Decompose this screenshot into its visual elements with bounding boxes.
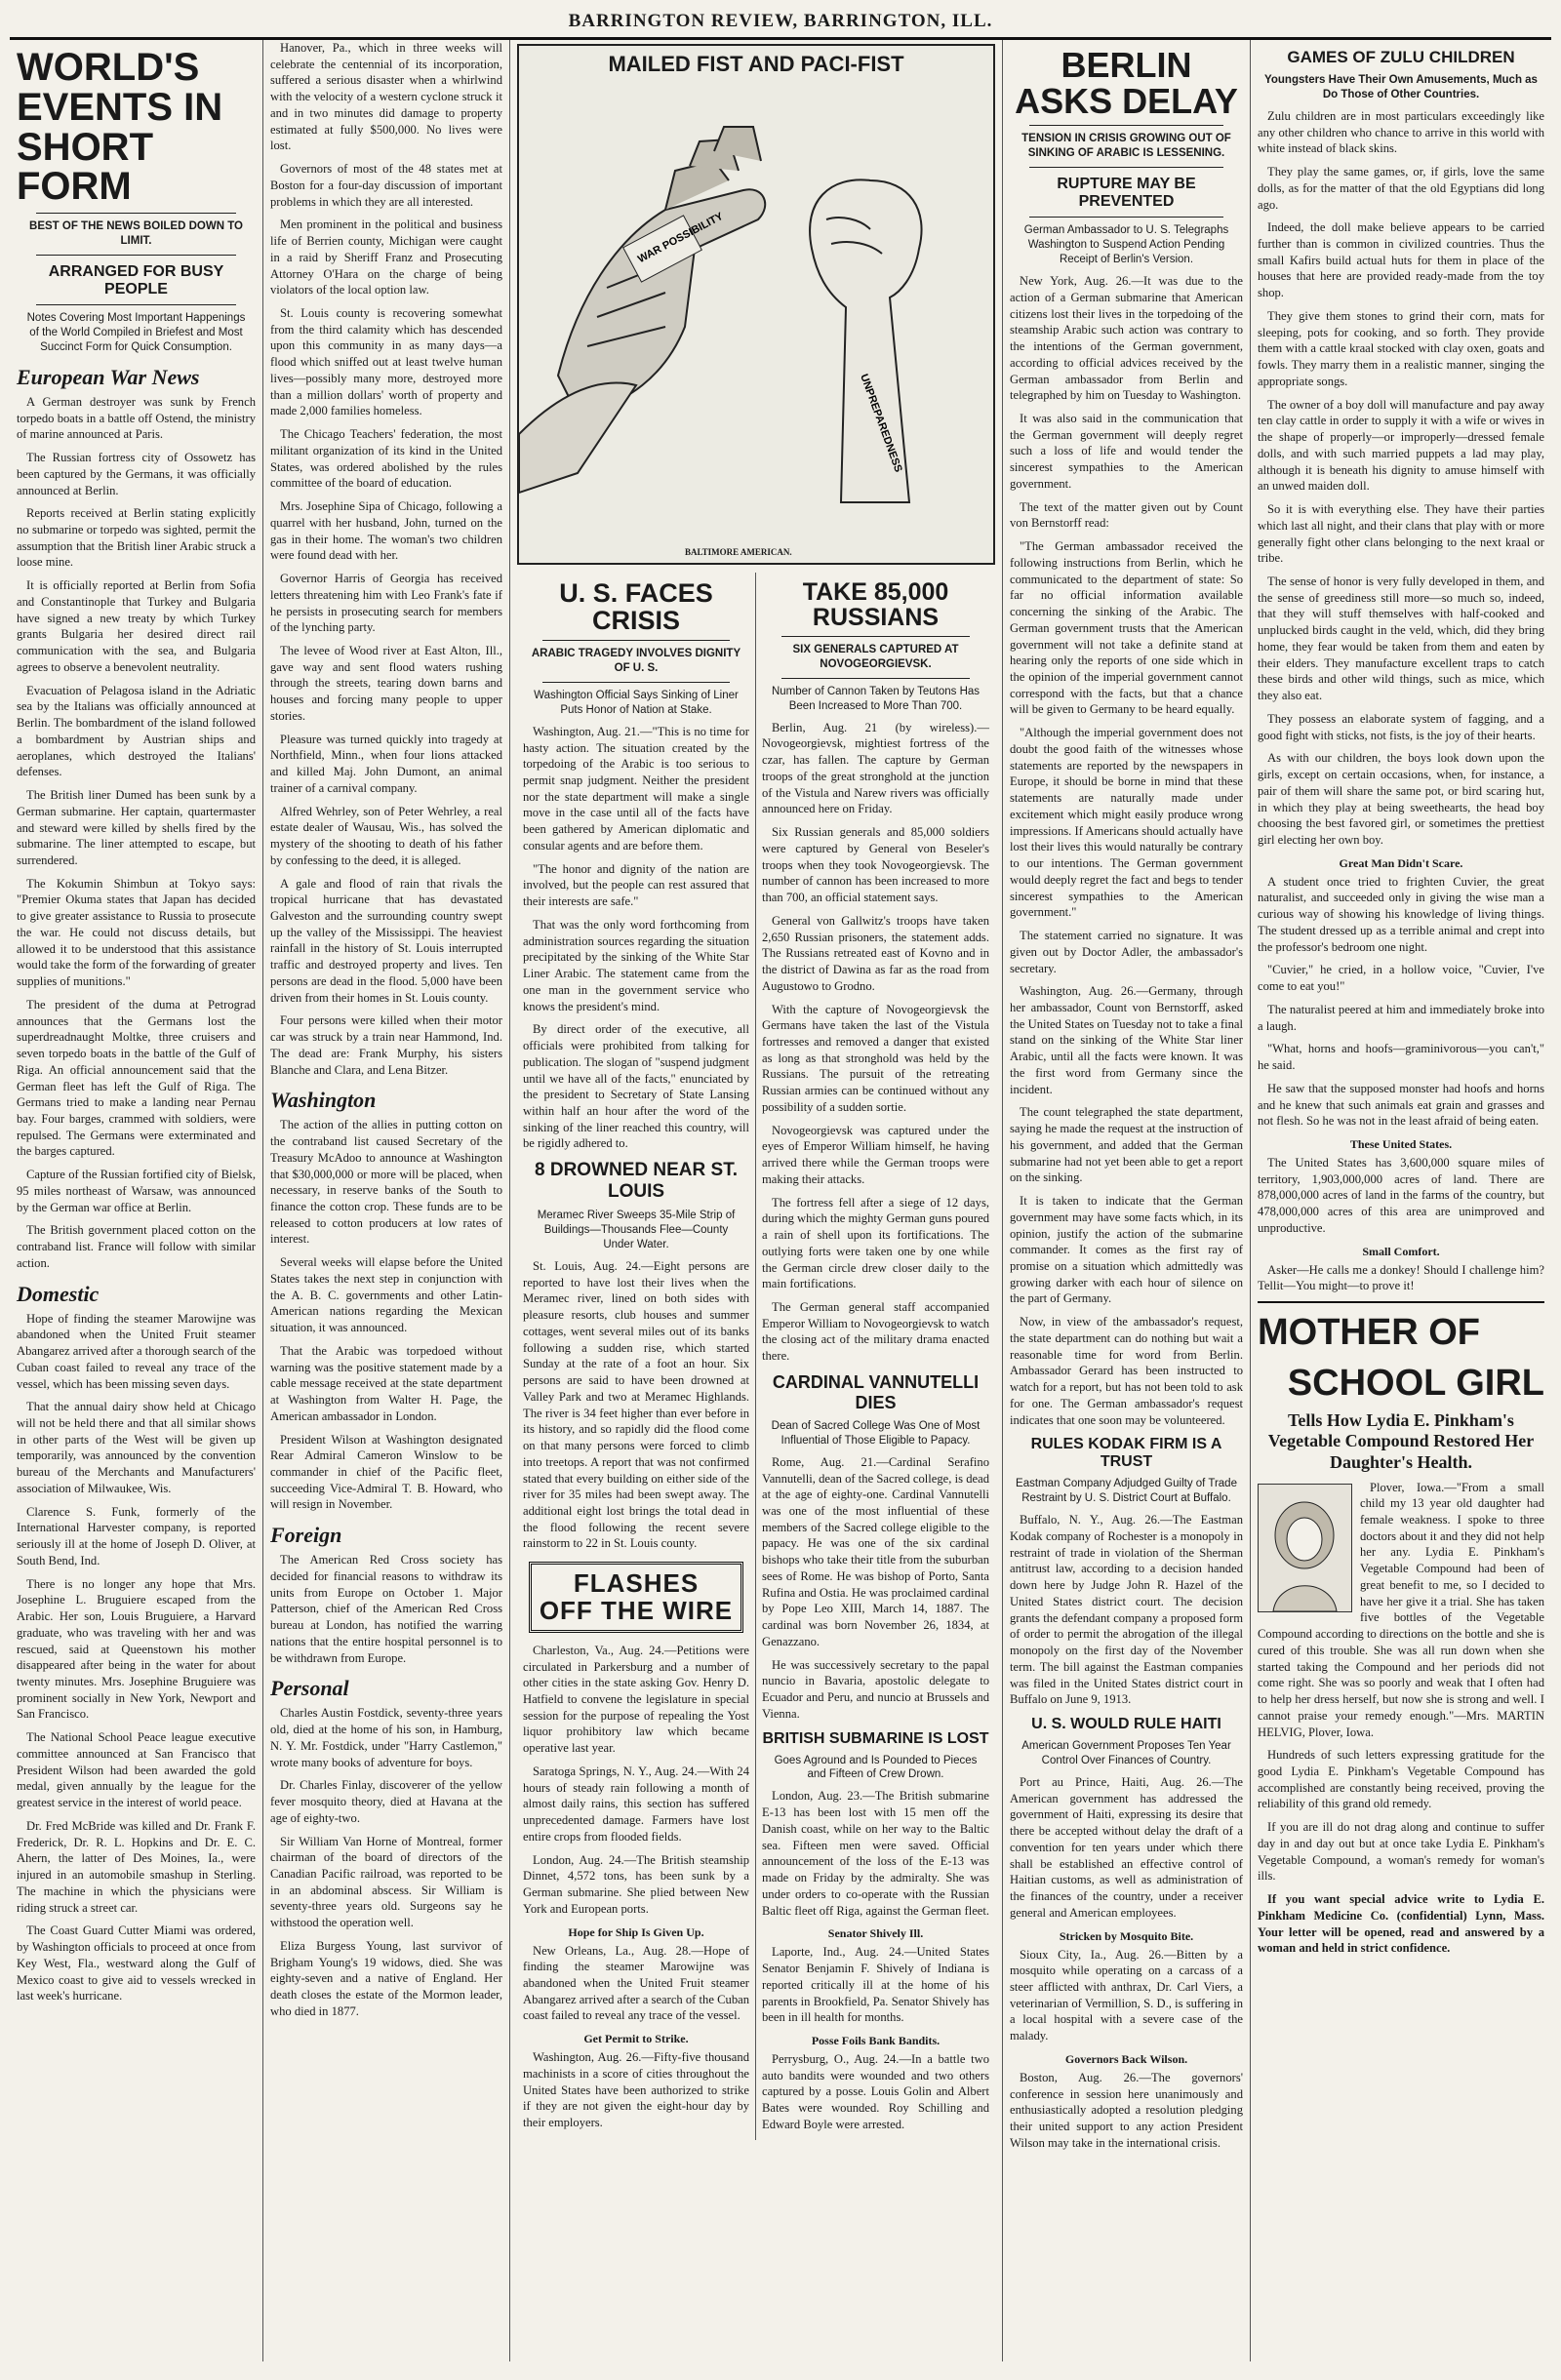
article-paragraph: Several weeks will elapse before the United States takes the next step in conjunction with the A. B. C. governments and other Latin-American nations regarding the Mexican situation, it was announced.: [270, 1255, 502, 1335]
deck: American Government Proposes Ten Year Control Over Finances of Country.: [1021, 1740, 1231, 1766]
article-paragraph: The United States has 3,600,000 square miles of territory, 1,903,000,000 acres of land. There are 878,000,000 acres of land in the farms of the country, but 478,000,000 acres of this area are unimproved and unproductive.: [1258, 1156, 1544, 1235]
article-paragraph: Pleasure was turned quickly into tragedy at Northfield, Minn., when four lions attacked and killed Maj. John Dumont, an animal trainer of a carnival company.: [270, 732, 502, 795]
editorial-cartoon: [517, 44, 995, 565]
section-heading: Washington: [270, 1088, 377, 1113]
headline-zulu-children: GAMES OF ZULU CHILDREN: [1287, 48, 1515, 66]
article-paragraph: The levee of Wood river at East Alton, Ill., gave way and sent flood waters rushing through the streets, tearing down barns and houses and forcing many people to upper stories.: [270, 643, 502, 723]
cartoon-label-unpreparedness: UNPREPAREDNESS: [858, 372, 904, 474]
bare-fist-icon: [810, 179, 921, 502]
article-paragraph: He saw that the supposed monster had hoofs and horns and he knew that such animals eat grain and grasses and not flesh. So he was not in the least afraid of being eaten.: [1258, 1081, 1544, 1129]
article-paragraph: A gale and flood of rain that rivals the tropical hurricane that has devastated Galveston and the surrounding country swept up the valley of the Mississippi. The heaviest rainfall in the history of St. Louis interrupted traffic and destroyed property and lives. Ten persons are dead in the flood. 5,000 have been driven from their homes in St. Louis county.: [270, 876, 502, 1005]
article-paragraph: Eliza Burgess Young, last survivor of Brigham Young's 19 widows, died. She was eighty-seven and a native of England. Her death closes the estate of the Mormon leader, who died in 1877.: [270, 1938, 502, 2018]
article-paragraph: Sioux City, Ia., Aug. 26.—Bitten by a mosquito while operating on a carcass of a steer afflicted with anthrax, Dr. Carl Viers, a veterinarian of Vermillion, S. D., is suffering in a local hospital with a severe case of the malady.: [1010, 1947, 1243, 2043]
article-paragraph: Men prominent in the political and business life of Berrien county, Michigan were caught in a raid by Sheriff Franz and Prosecuting Attorney O'Hara on the charge of being violators of the local option law.: [270, 218, 502, 298]
article-paragraph: That the annual dairy show held at Chicago will not be held there and that all similar shows in other parts of the West will be given up temporarily, was announced by the convention bureau of the Merchants and Manufacturers' association of Milwaukee, Wis.: [17, 1400, 256, 1495]
article-paragraph: Dr. Fred McBride was killed and Dr. Frank F. Frederick, Dr. R. L. Hopkins and Dr. E. C. Ahern, the latter of Des Moines, Ia., were injured in an automobile smashup in Sterling. The machine in which the physicians were riding struck a street car.: [17, 1818, 256, 1915]
ad-paragraph: Hundreds of such letters expressing gratitude for the good Lydia E. Pinkham's Vegetable Compound has accomplished are constantly being received, proving the reliability of this grand old remedy.: [1258, 1748, 1544, 1811]
article-paragraph: The Russian fortress city of Ossowetz has been captured by the Germans, it was officially announced at Berlin.: [17, 451, 256, 497]
advertisement-pinkham: [1258, 1301, 1544, 1957]
article-paragraph: The text of the matter given out by Count von Bernstorff read:: [1010, 499, 1243, 531]
article-paragraph: A student once tried to frighten Cuvier, the great naturalist, and succeeded only in giving the wise man a curious way of showing his knowledge of living things. The student dressed up as a terrible animal and crept into the professor's bedroom one night.: [1258, 874, 1544, 954]
headline-take-russians: TAKE 85,000 RUSSIANS: [802, 578, 949, 631]
article-paragraph: The National School Peace league executive committee announced at San Francisco that President Wilson had been awarded the gold medal, given annually by the league for the greatest service in the interest of world peace.: [17, 1730, 256, 1810]
article-paragraph: Hanover, Pa., which in three weeks will celebrate the centennial of its incorporation, suffered a serious disaster when a whirlwind with the velocity of a western cyclone struck it and in two minutes did damage to property estimated at fully $500,000. No lives were lost.: [270, 41, 502, 153]
article-paragraph: London, Aug. 23.—The British submarine E-13 has been lost with 15 men off the Danish coast, while on her way to the Baltic sea. Fifteen men were saved. Official announcement of the loss of the E-13 was made on Friday by the admiralty. She was under orders to co-operate with the Russian Baltic fleet off Riga, against the German fleet.: [762, 1789, 990, 1918]
mailed-fist-icon: [519, 127, 765, 493]
subcolumn-right: [756, 573, 995, 2140]
article-paragraph: The naturalist peered at him and immediately broke into a laugh.: [1258, 1002, 1544, 1033]
flashes-line-1: FLASHES: [573, 1568, 700, 1599]
article-paragraph: Dr. Charles Finlay, discoverer of the yellow fever mosquito theory, died at Havana at the age of eighty-two.: [270, 1778, 502, 1825]
article-paragraph: Reports received at Berlin stating explicitly no submarine or torpedo was sighted, permit the assumption that the British liner Arabic struck a loose mine.: [17, 506, 256, 570]
small-heading: Senator Shively Ill.: [827, 1926, 924, 1941]
article-paragraph: It was also said in the communication that the German government will deeply regret such a loss of life and would tender the sincerest sympathies to the American government.: [1010, 412, 1243, 491]
cartoon-title: MAILED FIST AND PACI-FIST: [608, 52, 904, 76]
article-paragraph: The German general staff accompanied Emperor William to Novogeorgievsk to watch the closing act of the military drama enacted there.: [762, 1299, 990, 1364]
article-paragraph: "Although the imperial government does not doubt the good faith of the witnesses whose statements are reported by the newspapers in Europe, it should be borne in mind that these statements are naturally made under excitement which might easily produce wrong impressions. If Americans should actually have lost their lives this would naturally be contrary to our intentions. The German government would deeply regret the fact and begs to tender sincerest sympathies to the American government.": [1010, 726, 1243, 920]
article-paragraph: "The honor and dignity of the nation are involved, but the people can rest assured that their interests are safe.": [523, 861, 749, 909]
article-paragraph: "What, horns and hoofs—graminivorous—you can't," he said.: [1258, 1042, 1544, 1073]
deck: Youngsters Have Their Own Amusements, Much as Do Those of Other Countries.: [1264, 74, 1538, 100]
article-paragraph: The statement carried no signature. It was given out by Doctor Adler, the ambassador's secretary.: [1010, 929, 1243, 975]
subhead: RUPTURE MAY BE PREVENTED: [1057, 176, 1196, 211]
headline-drowned: 8 DROWNED NEAR ST. LOUIS: [535, 1160, 738, 1203]
article-paragraph: The British liner Dumed has been sunk by a German submarine. Her captain, quartermaster and steward were killed by shells fired by the submarine. The liner attempted to escape, but surrendered.: [17, 788, 256, 867]
deck: TENSION IN CRISIS GROWING OUT OF SINKING OF ARABIC IS LESSENING.: [1021, 133, 1231, 160]
article-paragraph: Washington, Aug. 26.—Fifty-five thousand machinists in a score of cities throughout the United States have been authorized to strike if they are not given the eight-hour day by their employers.: [523, 2050, 749, 2130]
article-paragraph: St. Louis, Aug. 24.—Eight persons are reported to have lost their lives when the Meramec river, lined on both sides with pleasure resorts, club houses and summer cottages, went several miles out of its banks following a sudden rise, which started Sunday at the rate of a foot an hour. Six persons are said to have been drowned at Valley Park and two at Meramec Highlands. The river is 34 feet higher than ever before in its history, and so rapidly did the flood come on that many persons were forced to climb into treetops. A report that was not confirmed stated that every building on either side of the river for 35 miles had been swept away. The additional eight lost brings the total dead in the flood following the recent severe rainstorm to 22 in St. Louis county.: [523, 1258, 749, 1551]
article-paragraph: Alfred Wehrley, son of Peter Wehrley, a real estate dealer of Wausau, Wis., has solved the mystery of the shooting to death of his father by confessing to the deed, it is alleged.: [270, 804, 502, 867]
article-paragraph: Mrs. Josephine Sipa of Chicago, following a quarrel with her husband, John, turned on the gas in their home. The woman's two children were found dead with her.: [270, 499, 502, 563]
article-paragraph: It is officially reported at Berlin from Sofia and Constantinople that Turkey and Bulgaria have signed a new treaty by which Turkey grants Bulgaria her desired direct rail communication with the sea, and Bulgaria agrees to observe a benevolent neutrality.: [17, 578, 256, 674]
article-paragraph: New Orleans, La., Aug. 28.—Hope of finding the steamer Marowijne was abandoned when the United Fruit steamer Abangarez arrived after a search of the Cuban coast failed to reveal any trace of the vessel.: [523, 1943, 749, 2023]
article-paragraph: St. Louis county is recovering somewhat from the third calamity which has descended upon this community in as many days—a flood which sniffed out at least twelve human lives—possibly many more, destroyed more than a million dollars' worth of property and made 2,000 families homeless.: [270, 306, 502, 418]
article-paragraph: They give them stones to grind their corn, mats for sleeping, pots for cooking, and so forth. They provide them with a cattle kraal stocked with clay oxen, goats and fowls. They marry them in a realistic manner, singing the appropriate songs.: [1258, 308, 1544, 388]
article-paragraph: Perrysburg, O., Aug. 24.—In a battle two auto bandits were wounded and two others captured by a posse. Louis Golin and Albert Bates were wounded. Roy Schilling and Edward Boyle were arrested.: [762, 2051, 989, 2131]
ad-paragraph: If you want special advice write to Lydia E. Pinkham Medicine Co. (confidential) Lynn, Mass. Your letter will be opened, read and answered by a woman and held in strict confidence.: [1258, 1892, 1544, 1956]
article-paragraph: There is no longer any hope that Mrs. Josephine L. Bruguiere escaped from the Arabic. Her son, Louis Bruguiere, a Harvard graduate, who was traveling with her and was rescued, said at Queenstown his mother disappeared after being in the water for about twenty minutes. Mrs. Josephine Bruguiere was prominent socially in New York, Newport and San Francisco.: [17, 1576, 256, 1722]
section-heading: European War News: [17, 364, 200, 389]
deck: Washington Official Says Sinking of Liner Puts Honor of Nation at Stake.: [534, 689, 739, 716]
small-heading: Get Permit to Strike.: [583, 2032, 689, 2046]
section-heading: Foreign: [270, 1523, 342, 1548]
article-paragraph: As with our children, the boys look down upon the girls, except on certain occasions, when, for instance, a pair of them will share the same pot, or bird scaring hut, in which they play at being sweethearts, the head boy choosing the best favored girl, or sometimes the prettiest girl electing her own boy.: [1258, 751, 1544, 847]
article-paragraph: Governor Harris of Georgia has received letters threatening him with Leo Frank's fate if he persists in prosecuting search for members of the lynching party.: [270, 572, 502, 635]
article-paragraph: "The German ambassador received the following instructions from Berlin, which he communicated to the department of state: So far no official information available concerning the sinking of the Arabic. The German government trusts that the American government will not take a definite stand at hearing only the reports of one side which in the opinion of the imperial government cannot correspond with the facts, but that a chance will be given to Germany to be heard equally.: [1010, 539, 1243, 717]
deck: Goes Aground and Is Pounded to Pieces and Fifteen of Crew Drown.: [774, 1754, 978, 1781]
article-paragraph: The American Red Cross society has decided for financial reasons to withdraw its units from Europe on October 1. Major Patterson, chief of the American Red Cross bureau at London, has notified the warring nations that the entire hospital personnel is to be withdrawn from Europe.: [270, 1553, 502, 1665]
article-paragraph: The president of the duma at Petrograd announces that the Germans lost the superdreadnaught Moltke, three cruisers and seven torpedo boats in the battle of the Gulf of Riga. An official announcement said that the German fleet has left the Gulf of Riga. The Germans tried to make a landing near Pernau bay. Four barges, crammed with soldiers, were repulsed. The Germans were exterminated and the barges captured.: [17, 997, 256, 1159]
article-paragraph: The Coast Guard Cutter Miami was ordered, by Washington officials to proceed at once from Key West, Fla., westward along the Gulf of Mexico coast to give aid to vessels wrecked in last week's hurricane.: [17, 1924, 256, 2003]
article-paragraph: Charles Austin Fostdick, seventy-three years old, died at the home of his son, in Hamburg, N. Y. Mr. Fostdick, under "Harry Castlemon," wrote many books of adventure for boys.: [270, 1706, 502, 1769]
article-paragraph: Sir William Van Horne of Montreal, former chairman of the board of directors of the Canadian Pacific railroad, was reported to be in an abdominal abscess. Sir William is seventy-three years old. Surgeons say he withstood the operation well.: [270, 1834, 502, 1930]
deck: Meramec River Sweeps 35-Mile Strip of Buildings—Thousands Flee—County Under Water.: [537, 1210, 736, 1251]
headline-us-crisis: U. S. FACES CRISIS: [559, 578, 713, 635]
article-paragraph: General von Gallwitz's troops have taken 2,650 Russian prisoners, the statement adds. The Russians retreated east of Kovno and in the district of Dawina as far as the road from Augustowo to Grodno.: [762, 913, 989, 993]
article-paragraph: Evacuation of Pelagosa island in the Adriatic sea by the Italians was officially announced at Berlin. The bombardment of the island followed a bombardment by Austrian ships and aeroplanes, which destroyed the Italians' defenses.: [17, 683, 256, 779]
article-paragraph: President Wilson at Washington designated Rear Admiral Cameron Winslow to be commander in chief of the Pacific fleet, succeeding Vice-Admiral T. B. Howard, who will resign in November.: [270, 1432, 502, 1512]
ad-paragraph: If you are ill do not drag along and continue to suffer day in and day out but at once take Lydia E. Pinkham's Vegetable Compound, a woman's remedy for woman's ills.: [1258, 1820, 1544, 1884]
article-paragraph: Capture of the Russian fortified city of Bielsk, 95 miles northeast of Warsaw, was announced by the German war office at Berlin.: [17, 1168, 256, 1214]
article-paragraph: Four persons were killed when their motor car was struck by a train near Hammond, Ind. The dead are: Frank Murphy, his sisters Blanche and Clara, and Lena Bitzer.: [270, 1013, 502, 1077]
girl-portrait-icon: [1258, 1484, 1352, 1612]
article-paragraph: Asker—He calls me a donkey! Should I challenge him? Tellit—You might—to prove it!: [1258, 1262, 1544, 1293]
svg-text:WAR POSSIBILITY: WAR POSSIBILITY: [635, 210, 726, 266]
flashes-off-the-wire-banner: [529, 1562, 743, 1633]
article-paragraph: So it is with everything else. They have their parties which last all night, and their clans that play with or more generally fight other clans belonging to the next kraal or tribe.: [1258, 502, 1544, 566]
section-heading: Personal: [270, 1676, 349, 1701]
column-berlin: [1003, 40, 1251, 2361]
ad-paragraph: Plover, Iowa.—"From a small child my 13 year old daughter had female weakness. I spoke to three doctors about it and they did not help her any. Lydia E. Pinkham's Vegetable Compound had been of great benefit to me, so I decided to have her give it a trial. She has taken five bottles of the Vegetable Compound according to directions on the bottle and she is cured of this trouble. She was all run down when she started taking the Compound and her periods did not come right. She was so poorly and weak that I often had to help her dress herself, but now she is strong and well. I cannot praise your remedy enough."—Mrs. MARTIN HELVIG, Plover, Iowa.: [1258, 1480, 1544, 1739]
deck: ARABIC TRAGEDY INVOLVES DIGNITY OF U. S.: [531, 648, 741, 674]
article-paragraph: He was successively secretary to the papal nuncio in Bavaria, apostolic delegate to Ecuador and Peru, and nuncio at Brussels and Vienna.: [762, 1657, 989, 1721]
article-paragraph: The Kokumin Shimbun at Tokyo says: "Premier Okuma states that Japan has decided to give greater assistance to Russia to prosecute the war. He could not discuss details, but allowed it to be understood that this assistance would take the form of the forwarding of greater supplies of munitions.": [17, 876, 256, 989]
article-paragraph: Novogeorgievsk was captured under the eyes of Emperor William himself, he having arrived there while the German troops were making their attacks.: [762, 1123, 989, 1186]
column-zulu-and-ad: [1251, 40, 1551, 2361]
column-world-events: [10, 40, 263, 2361]
article-paragraph: With the capture of Novogeorgievsk the Germans have taken the last of the Vistula fortresses and removed a danger that existed as long as that stronghold was held by the Russians. The pursuit of the retreating Russian armies can be continued without any possibility of a sudden sortie.: [762, 1002, 989, 1114]
article-paragraph: Clarence S. Funk, formerly of the International Harvester company, is reported seriously ill at the home of Joseph D. Oliver, at South Bend, Ind.: [17, 1504, 256, 1567]
article-paragraph: Laporte, Ind., Aug. 24.—United States Senator Benjamin F. Shively of Indiana is reported critically ill at the home of his parents in Brookfield, Pa. Senator Shively has been in ill health for months.: [762, 1945, 989, 2025]
article-paragraph: Washington, Aug. 21.—"This is no time for hasty action. The situation created by the torpedoing of the Arabic is too serious to permit snap judgment. Neither the president nor the state department will make a single move in the case until all of the facts have been gathered by American diplomatic and consular agents and are before them.: [523, 724, 749, 853]
article-paragraph: The action of the allies in putting cotton on the contraband list caused Secretary of the Treasury McAdoo to announce at Washington that $30,000,000 or more will be placed, when necessary, in reserve banks of the South to finance the cotton crop. These funds are to be released to cotton producers at low rates of interest.: [270, 1118, 502, 1247]
article-paragraph: That was the only word forthcoming from administration sources regarding the situation precipitated by the sinking of the White Star Liner Arabic. The statement came from the one man in the government service who knows the president's mind.: [523, 917, 749, 1013]
article-paragraph: Zulu children are in most particulars exceedingly like any other children who chance to arrive in this world with white instead of black skins.: [1258, 108, 1544, 156]
article-paragraph: Governors of most of the 48 states met at Boston for a four-day discussion of important problems in which they are all interested.: [270, 162, 502, 209]
article-paragraph: Buffalo, N. Y., Aug. 26.—The Eastman Kodak company of Rochester is a monopoly in restraint of trade in violation of the Sherman antitrust law, according to a decision handed down here by Judge John R. Hazel of the United States district court. The decision grants the defendant company a proposed form of order to permit the abrogation of the illegal monopoly on the first day of the November term. The bill against the Eastman companies was filed in the United States district court in Buffalo on June 9, 1913.: [1010, 1513, 1243, 1707]
deck: Dean of Sacred College Was One of Most Influential of Those Eligible to Papacy.: [771, 1419, 981, 1447]
section-heading: Domestic: [17, 1281, 100, 1306]
article-paragraph: "Cuvier," he cried, in a hollow voice, "Cuvier, I've come to eat you!": [1258, 963, 1544, 994]
article-paragraph: The fortress fell after a siege of 12 days, during which the mighty German guns poured a rain of shell upon its fortifications. The outlying forts were taken one by one while the German circle drew closer daily to the main fortifications.: [762, 1195, 989, 1291]
ad-subtitle: Tells How Lydia E. Pinkham's Vegetable Compound Restored Her Daughter's Health.: [1267, 1409, 1535, 1472]
headline-haiti: U. S. WOULD RULE HAITI: [1031, 1716, 1221, 1733]
newspaper-page: [10, 6, 1551, 2366]
column-news-briefs: [263, 40, 510, 2361]
deck: Notes Covering Most Important Happenings of the World Compiled in Briefest and Most Succinct Form for Quick Consumption.: [26, 312, 246, 353]
deck: German Ambassador to U. S. Telegraphs Washington to Suspend Action Pending Receipt of Berlin's Version.: [1023, 224, 1229, 266]
article-paragraph: Indeed, the doll make believe appears to be carried further than is common in civilized countries. Thus the small Kafirs build actual huts for them in place of the houses that here are provided ready-made from the toy shop.: [1258, 220, 1544, 300]
article-paragraph: The count telegraphed the state department, saying he made the request at the instruction of his government, and added that the German submarine had not yet been able to get a report on the sinking.: [1010, 1105, 1243, 1185]
small-heading: These United States.: [1349, 1137, 1453, 1151]
article-paragraph: Berlin, Aug. 21 (by wireless).—Novogeorgievsk, mightiest fortress of the czar, has fallen. The capture by German troops of the great stronghold at the junction of the Vistula and Narew rivers was officially announced here on Friday.: [762, 720, 989, 816]
article-paragraph: The owner of a boy doll will manufacture and pay away ten clay cattle in order to supply it with a wife or wives in the shape of properly—or improperly—dressed female dolls, and with such married puppets a lad may play, although it is beneath his dignity to amuse himself with an unwed maiden doll.: [1258, 397, 1544, 494]
headline-kodak: RULES KODAK FIRM IS A TRUST: [1030, 1436, 1222, 1471]
article-paragraph: Washington, Aug. 26.—Germany, through her ambassador, Count von Bernstorff, asked the United States on Tuesday not to take a final stand on the sinking of the White Star liner Arabic, until all the facts were known. It was the first word from Germany since the incident.: [1010, 984, 1243, 1096]
deck: SIX GENERALS CAPTURED AT NOVOGEORGIEVSK.: [792, 644, 959, 670]
article-paragraph: Rome, Aug. 21.—Cardinal Serafino Vannutelli, dean of the Sacred college, is dead at the age of eighty-one. Cardinal Vannutelli was one of the most influential of these members of the Sacred college eligible to the papacy. He was one of the six cardinal bishops who take their title from the suburban sees of Rome. He was bishop of Porto, Santa Rufina and Ostia. He was proclaimed cardinal by Pope Leo XIII, March 14, 1887. The cardinal was born November 26, 1834, at Genazzano.: [762, 1454, 989, 1648]
article-paragraph: They play the same games, or, if girls, love the same dolls, as for the matter of that the old Egyptians did long ago.: [1258, 165, 1544, 212]
article-paragraph: The British government placed cotton on the contraband list. France will follow with similar action.: [17, 1223, 256, 1270]
article-paragraph: That the Arabic was torpedoed without warning was the positive statement made by a cable message received at the state department at Washington from Walter H. Page, the American ambassador in London.: [270, 1343, 502, 1423]
small-heading: Posse Foils Bank Bandits.: [811, 2033, 941, 2047]
article-paragraph: Now, in view of the ambassador's request, the state department can do nothing but wait a reasonable time for word from Berlin. Ambassador Gerard has been instructed to watch for a report, but has not been told to ask for one. The German ambassador's request indicates that one soon may be volunteered.: [1010, 1315, 1243, 1427]
masthead: BARRINGTON REVIEW, BARRINGTON, ILL.: [10, 6, 1551, 40]
deck: Eastman Company Adjudged Guilty of Trade Restraint by U. S. District Court at Buffalo.: [1016, 1478, 1237, 1505]
article-paragraph: Saratoga Springs, N. Y., Aug. 24.—With 24 hours of steady rain following a month of almost daily rains, this section has suffered unprecedented damage. Farmers have lost entire crops from flooded fields.: [523, 1764, 749, 1844]
article-paragraph: London, Aug. 24.—The British steamship Dinnet, 4,572 tons, has been sunk by a German submarine. She plied between New York and European ports.: [523, 1852, 749, 1916]
article-paragraph: It is taken to indicate that the German government may have some facts which, in its opinion, justify the action of the submarine commander. It comes as the first ray of promise on a situation which admittedly was growing darker with each hour of silence on the part of Germany.: [1010, 1194, 1243, 1306]
cartoon-credit: BALTIMORE AMERICAN.: [685, 547, 792, 557]
deck: BEST OF THE NEWS BOILED DOWN TO LIMIT.: [29, 220, 243, 248]
headline-submarine: BRITISH SUBMARINE IS LOST: [762, 1729, 989, 1747]
cartoon-illustration: [519, 83, 993, 541]
article-paragraph: New York, Aug. 26.—It was due to the action of a German submarine that American citizens lost their lives in the torpedoing of the steamship Arabic such action was contrary to the intentions of the German government, according to official advices received by the German ambassador from Berlin and telegraphed by him on Tuesday to Washington.: [1010, 274, 1243, 403]
article-paragraph: A German destroyer was sunk by French torpedo boats in a battle off Ostend, the ministry of marine announced at Paris.: [17, 394, 256, 442]
small-heading: Governors Back Wilson.: [1064, 2051, 1188, 2066]
subhead: ARRANGED FOR BUSY PEOPLE: [48, 263, 224, 298]
article-paragraph: Hope of finding the steamer Marowijne was abandoned when the United Fruit steamer Abangarez arrived after a thorough search of the Cuban coast failed to reveal any trace of the vessel, which has been missing seven days.: [17, 1311, 256, 1391]
subcolumn-left: [517, 573, 756, 2140]
ad-title-line-2: SCHOOL GIRL: [1287, 1362, 1544, 1404]
headline-cardinal: CARDINAL VANNUTELLI DIES: [772, 1371, 980, 1412]
headline-berlin-asks-delay: BERLIN ASKS DELAY: [1015, 45, 1238, 121]
article-paragraph: Six Russian generals and 85,000 soldiers were captured by General von Beseler's troops when they took Novogeorgievsk. The number of cannon has been increased to more than 700, an official statement says.: [762, 825, 989, 905]
ad-title-line-1: MOTHER OF: [1258, 1312, 1480, 1354]
article-paragraph: The sense of honor is very fully developed in them, and the sense of greediness still more—so much so, indeed, that they will stuff themselves with half-cooked and unplucked birds caught in the veld, which, did they bring home, they fear would be taken from them and eaten by their elders. They manufacture excellent traps to catch these birds and other wild things, such as mice, which they also eat.: [1258, 574, 1544, 703]
small-heading: Stricken by Mosquito Bite.: [1059, 1928, 1194, 1943]
article-paragraph: The Chicago Teachers' federation, the most militant organization of its kind in the United States, was ordered abolished by the rules committee of the board of education.: [270, 427, 502, 491]
small-heading: Hope for Ship Is Given Up.: [568, 1924, 704, 1939]
article-paragraph: They possess an elaborate system of fagging, and a good fight with sticks, not fists, is the joy of their hearts.: [1258, 711, 1544, 742]
article-paragraph: Port au Prince, Haiti, Aug. 26.—The American government has addressed the government of Haiti, expressing its desire that there be accepted without delay the draft of a convention for ten years under which there shall be established an effective control of Haitian customs, as well as administration of the finances of the country, under a receiver general and American employees.: [1010, 1774, 1243, 1920]
article-paragraph: Charleston, Va., Aug. 24.—Petitions were circulated in Parkersburg and a number of other cities in the state asking Gov. Henry D. Hatfield to convene the legislature in special session for the purpose of repealing the Yost liquor prohibitory law which became operative last year.: [523, 1643, 749, 1756]
small-heading: Small Comfort.: [1362, 1244, 1440, 1258]
small-heading: Great Man Didn't Scare.: [1339, 855, 1463, 870]
deck: Number of Cannon Taken by Teutons Has Been Increased to More Than 700.: [771, 685, 981, 712]
headline-world-events: WORLD'S EVENTS IN SHORT FORM: [17, 46, 223, 209]
article-paragraph: By direct order of the executive, all officials were prohibited from talking for publication. The slogan of "suspend judgment until we have all of the facts," enunciated by the president to Secretary of State Lansing within half an hour after the word of the sinking of the liner reached this country, will be rigidly adhered to.: [523, 1022, 749, 1151]
column-cartoon-and-news: [510, 40, 1003, 2361]
article-paragraph: Boston, Aug. 26.—The governors' conference in session here unanimously and enthusiastically adopted a resolution pledging their united support to any action President Wilson may take in the international crisis.: [1010, 2070, 1243, 2150]
flashes-line-2: OFF THE WIRE: [539, 1595, 734, 1625]
